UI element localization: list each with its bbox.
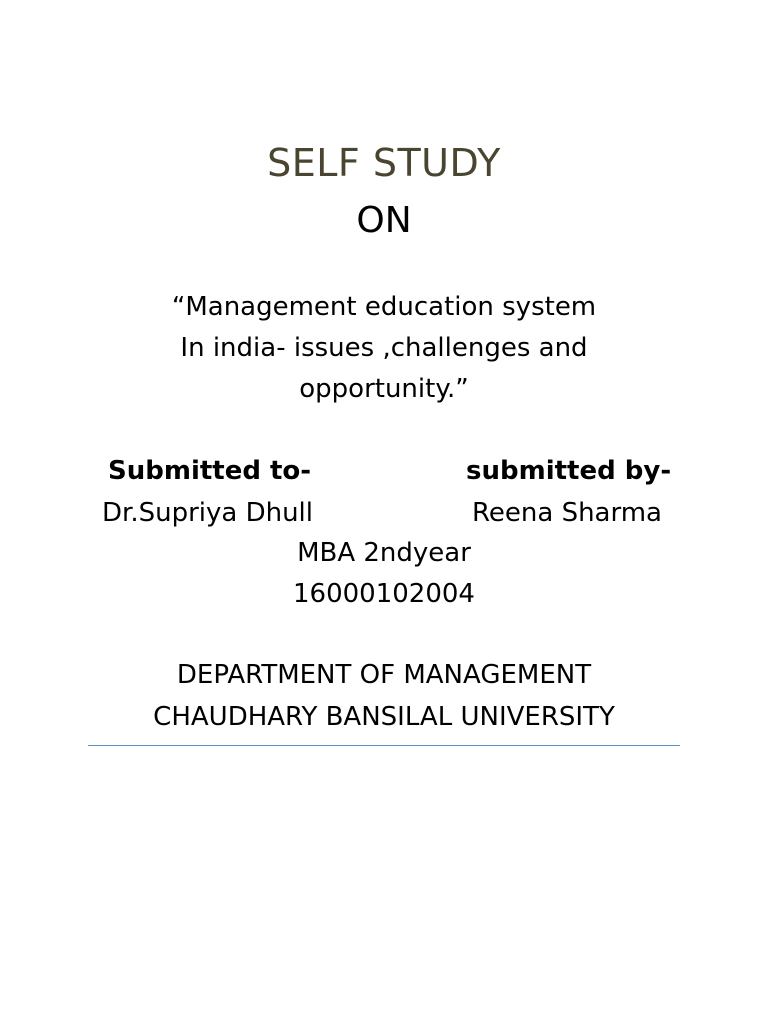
document-on-label: ON xyxy=(356,200,412,241)
topic-line-1: “Management education system xyxy=(171,292,597,322)
topic-line-2: In india- issues ,challenges and xyxy=(180,333,588,363)
topic-line-3: opportunity.” xyxy=(299,374,469,404)
department-name: DEPARTMENT OF MANAGEMENT xyxy=(176,660,592,690)
university-name: CHAUDHARY BANSILAL UNIVERSITY xyxy=(153,702,615,732)
horizontal-divider xyxy=(88,745,680,746)
student-roll-number: 16000102004 xyxy=(293,579,475,609)
supervisor-name: Dr.Supriya Dhull xyxy=(102,498,313,528)
submitted-by-label: submitted by- xyxy=(466,456,672,486)
submitted-to-label: Submitted to- xyxy=(108,456,312,486)
student-course: MBA 2ndyear xyxy=(297,538,471,568)
document-title: SELF STUDY xyxy=(267,141,501,185)
student-name: Reena Sharma xyxy=(472,498,662,528)
